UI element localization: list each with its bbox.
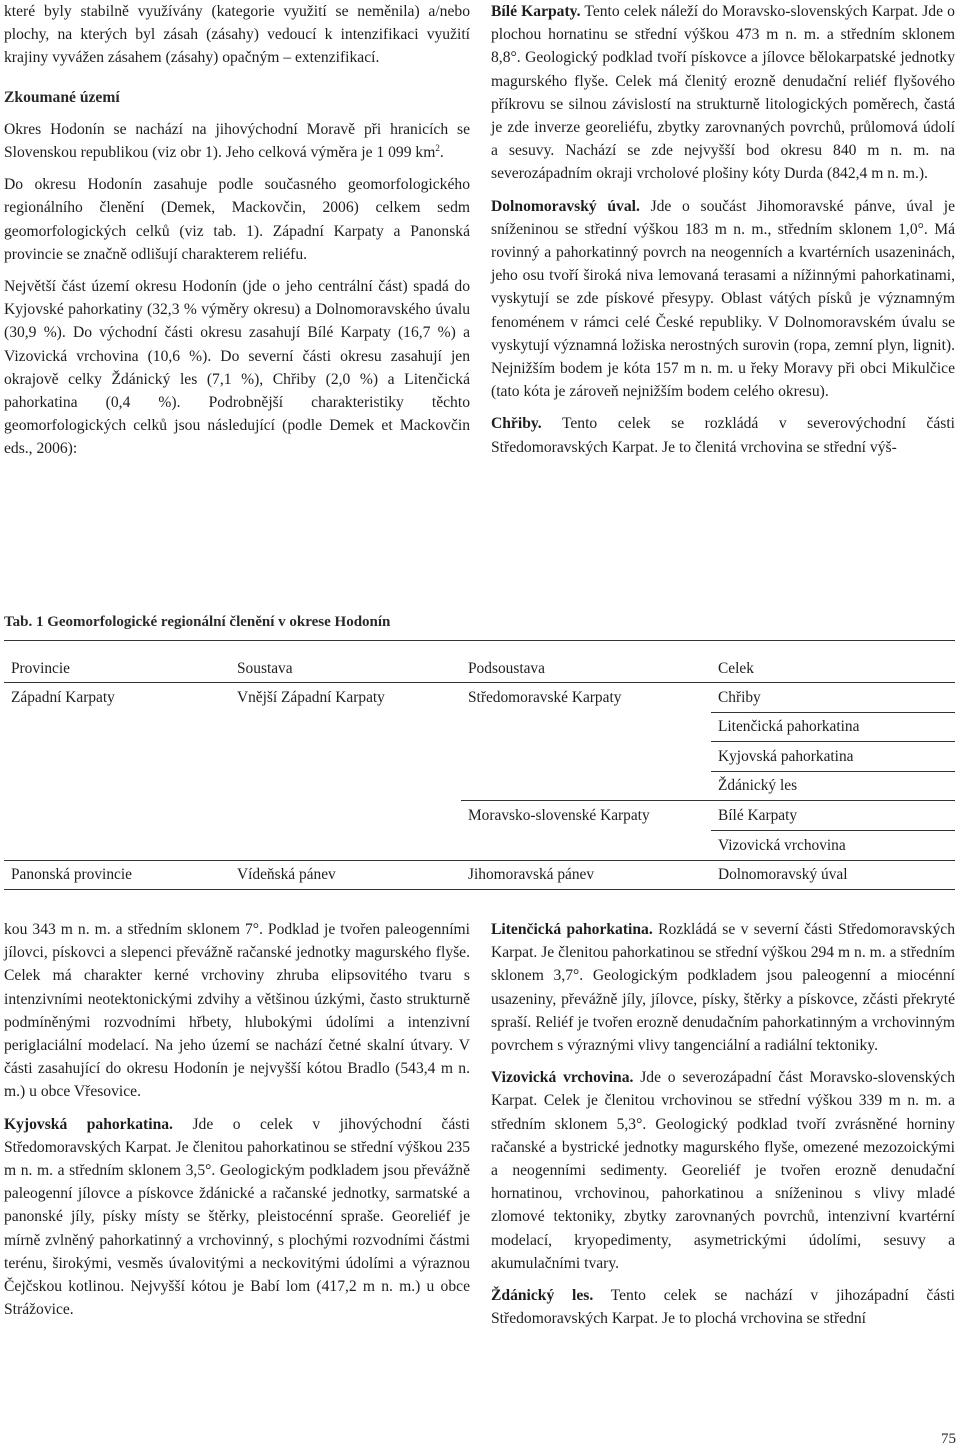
- table-cell: Vídeňská pánev: [230, 860, 461, 890]
- paragraph: [491, 412, 955, 458]
- paragraph: které byly stabilně využívány (kategorie využití se neměnila) a/nebo plochy, na kterých byl zásah (zásahy) vedoucí k intenzifikaci využití krajiny vyvážen zásahem (zásahy) opačným – extenzifikací.: [4, 3, 470, 67]
- paragraph: [491, 1284, 955, 1330]
- paragraph-lead: Bílé Karpaty.: [491, 3, 581, 20]
- paragraph: [491, 195, 955, 404]
- section-heading: Zkoumané území: [4, 88, 120, 106]
- table-cell: Vnější Západní Karpaty: [237, 688, 385, 706]
- table-cell: Bílé Karpaty: [711, 801, 955, 831]
- table-header-row: [4, 655, 955, 683]
- table-cell: [230, 712, 461, 742]
- column-header: Soustava: [230, 655, 461, 683]
- paragraph-lead: Chřiby.: [491, 415, 542, 433]
- table-row: [4, 830, 955, 860]
- table-cell: [4, 830, 230, 860]
- paragraph: Do okresu Hodonín zasahuje podle současného geomorfologického regionálního členění (Demek, Mackovčin, 2006) celkem sedm geomorfologických celků (viz tab. 1). Západní Karpaty a Panonská provincie se značně odlišují charakterem reliéfu.: [4, 176, 470, 263]
- paragraph-text: Jde o severozápadní část Moravsko-slovenských Karpat. Celek je členitou vrchovinou se střední výškou 339 m n. m. a středním sklonem 5,3°. Geologický podklad tvoří zvrásněné horniny račanské a bystrické jednotky magurského flyše, omezené mezozoickými a neogenními sedimenty. Georeliéf je tvořen erozně denudační hornatinou, vrchovinou, pahorkatinou a sníženinou s vlivy mladé zlomové tektoniky, zbytky zarovnaných povrchů, intenzivní kvartérní modelací, kryopedimenty, asymetrickými údolími, sesuvy a akumulačními tvary.: [491, 1069, 955, 1272]
- paragraph: kou 343 m n. m. a středním sklonem 7°. Podklad je tvořen paleogenními jílovci, pískovci a slepenci převážně račanské jednotky magurského flyše. Celek má charakter kerné vrchoviny zhruba elipsovitého tvaru s intenzivními neotektonickými zdvihy a většinou úzkými, často strukturně podmíněnými rozvodními hřbety, hlubokými údolími a intenzivní periglaciální modelací. Na jeho území se nachází četné skalní útvary. V části zasahující do okresu Hodonín je nejvyšší kótou Bradlo (543,4 m n. m.) u obce Vřesovice.: [4, 921, 470, 1101]
- table-cell: Západní Karpaty: [11, 688, 115, 706]
- table-cell: [461, 712, 711, 742]
- text-column-bottom-right: [491, 918, 955, 1330]
- paragraph: [491, 918, 955, 1057]
- paragraph-lead: Ždánický les.: [491, 1287, 594, 1305]
- table-cell: [461, 771, 711, 801]
- table-caption: Tab. 1 Geomorfologické regionální členění v okrese Hodonín: [4, 614, 391, 630]
- paragraph-lead: Kyjovská pahorkatina.: [4, 1115, 173, 1133]
- table-top-rule: [4, 640, 955, 641]
- table-cell: Moravsko-slovenské Karpaty: [461, 801, 711, 831]
- table-cell: [230, 801, 461, 831]
- table-cell: [230, 830, 461, 860]
- paragraph: Největší část území okresu Hodonín (jde o jeho centrální část) spadá do Kyjovské pahorkatiny (32,3 % výměry okresu) a Dolnomoravského úvalu (30,9 %). Do východní části okresu zasahují Bílé Karpaty (16,7 %) a Vizovická vrchovina (10,6 %). Do severní části okresu zasahují jen okrajově celky Ždánický les (7,1 %), Chřiby (2,0 %) a Litenčická pahorkatina (0,4 %). Podrobnější charakteristiky těchto geomorfologických celků jsou následující (podle Demek et Mackovčin eds., 2006):: [4, 278, 470, 458]
- table-row: [4, 712, 955, 742]
- table-cell: [4, 712, 230, 742]
- table-cell: Panonská provincie: [4, 860, 230, 890]
- table-row: [4, 771, 955, 801]
- superscript: 2: [435, 142, 440, 153]
- column-header: Podsoustava: [461, 655, 711, 683]
- paragraph-lead: Litenčická pahorkatina.: [491, 921, 653, 938]
- text-column-top-right: [491, 0, 955, 459]
- table-cell: Dolnomoravský úval: [711, 860, 955, 890]
- table-cell: Středomoravské Karpaty: [468, 688, 622, 706]
- paragraph-text: Tento celek náleží do Moravsko-slovenských Karpat. Jde o plochou hornatinu se střední výškou 473 m n. m. a středním sklonem 8,8°. Geologický podklad tvoří pískovce a jílovce bělokarpatské jednotky magurského flyše. Celek má členitý erozně denudační reliéf flyšového příkrovu se silnou závislostí na strukturně litologických poměrech, častá je zde inverze georeliéfu, zbytky zarovnaných povrchů, průlomová údolí a sesuvy. Nachází se zde nejvyšší bod okresu 840 m n. m. na severozápadním okraji vrcholové plošiny kóty Durda (842,4 m n. m.).: [491, 3, 955, 183]
- paragraph: [491, 1066, 955, 1275]
- column-header: Celek: [711, 655, 955, 683]
- paragraph: [4, 118, 470, 164]
- table-cell: Jihomoravská pánev: [461, 860, 711, 890]
- paragraph-lead: Vizovická vrchovina.: [491, 1069, 634, 1087]
- paragraph-lead: Dolnomoravský úval.: [491, 197, 640, 215]
- table-cell: Litenčická pahorkatina: [711, 712, 955, 742]
- table-cell: [230, 742, 461, 772]
- paragraph-text: Rozkládá se v severní části Středomoravských Karpat. Je členitou pahorkatinou se střední výškou 294 m n. m. a středním sklonem 3,7°. Geologickým podkladem jsou paleogenní a miocénní usazeniny, převážně jíly, jílovce, písky, štěrky a pískovce, zčásti překryté spraší. Reliéf je tvořen erozně denudačním pahorkatinným a vrchovinným povrchem s výraznými vlivy tangenciální a radiální tektoniky.: [491, 921, 955, 1055]
- table-cell: Ždánický les: [711, 771, 955, 801]
- paragraph-text: .: [439, 144, 444, 162]
- table-row: [4, 860, 955, 890]
- column-header: Provincie: [4, 655, 230, 683]
- paragraph-text: Tento celek se nachází v jihozápadní části Středomoravských Karpat. Je to plochá vrchovina se střední: [491, 1287, 956, 1328]
- paragraph: [4, 1113, 470, 1322]
- table-row: [4, 801, 955, 831]
- text-column-bottom-left: [4, 918, 470, 1330]
- table-cell: Chřiby: [718, 688, 761, 706]
- table-cell: [4, 801, 230, 831]
- table-row: [4, 683, 955, 713]
- page-number: 75: [941, 1431, 956, 1447]
- paragraph-text: Jde o součást Jihomoravské pánve, úval je sníženinou se střední výškou 183 m n. m., středním sklonem 1,0°. Má rovinný a pahorkatinný povrch na neogenních a kvartérních usazeninách, jeho osu tvoří široká niva lemovaná terasami a nížinnými pahorkatinami, vyskytují se zde pískové přesypy. Oblast vátých písků je významným fenoménem v rámci celé České republiky. V Dolnomoravském úvalu se vyskytují významná ložiska nerostných surovin (ropa, zemní plyn, lignit). Nejnižším bodem je kóta 157 m n. m. u řeky Moravy při obci Mikulčice (tato kóta je zároveň nejnižším bodem celého okresu).: [491, 197, 955, 401]
- table-cell: [461, 830, 711, 860]
- table-row: [4, 742, 955, 772]
- paragraph-text: Tento celek se rozkládá v severovýchodní části Středomoravských Karpat. Je to členitá vrchovina se střední výš-: [491, 415, 955, 456]
- text-column-top-left: [4, 0, 470, 470]
- table-cell: [4, 742, 230, 772]
- paragraph-text: Okres Hodonín se nachází na jihovýchodní Moravě při hranicích se Slovenskou republikou (viz obr 1). Jeho celková výměra je 1 099 km: [4, 120, 470, 162]
- table-cell: [230, 771, 461, 801]
- table-cell: Kyjovská pahorkatina: [711, 742, 955, 772]
- table-cell: Vizovická vrchovina: [711, 830, 955, 860]
- paragraph-text: Jde o celek v jihovýchodní části Středomoravských Karpat. Je členitou pahorkatinou se střední výškou 235 m n. m. a středním sklonem 3,5°. Geologickým podkladem jsou převážně paleogenní jílovce a pískovce ždánické a račanské jednotky, sarmatské a panonské jíly, písky místy se štěrky, pleistocénní spraše. Georeliéf je mírně zvlněný pahorkatinný a vrchovinný, s plochými rozvodními částmi terénu, širokými, vesměs úvalovitými a neckovitými údolími a výraznou Čejčskou kotlinou. Nejvyšší kótou je Babí lom (417,2 m n. m.) u obce Strážovice.: [4, 1115, 470, 1319]
- paragraph: [491, 0, 955, 186]
- geomorphology-table: [4, 655, 955, 890]
- table-cell: [461, 742, 711, 772]
- table-cell: [4, 771, 230, 801]
